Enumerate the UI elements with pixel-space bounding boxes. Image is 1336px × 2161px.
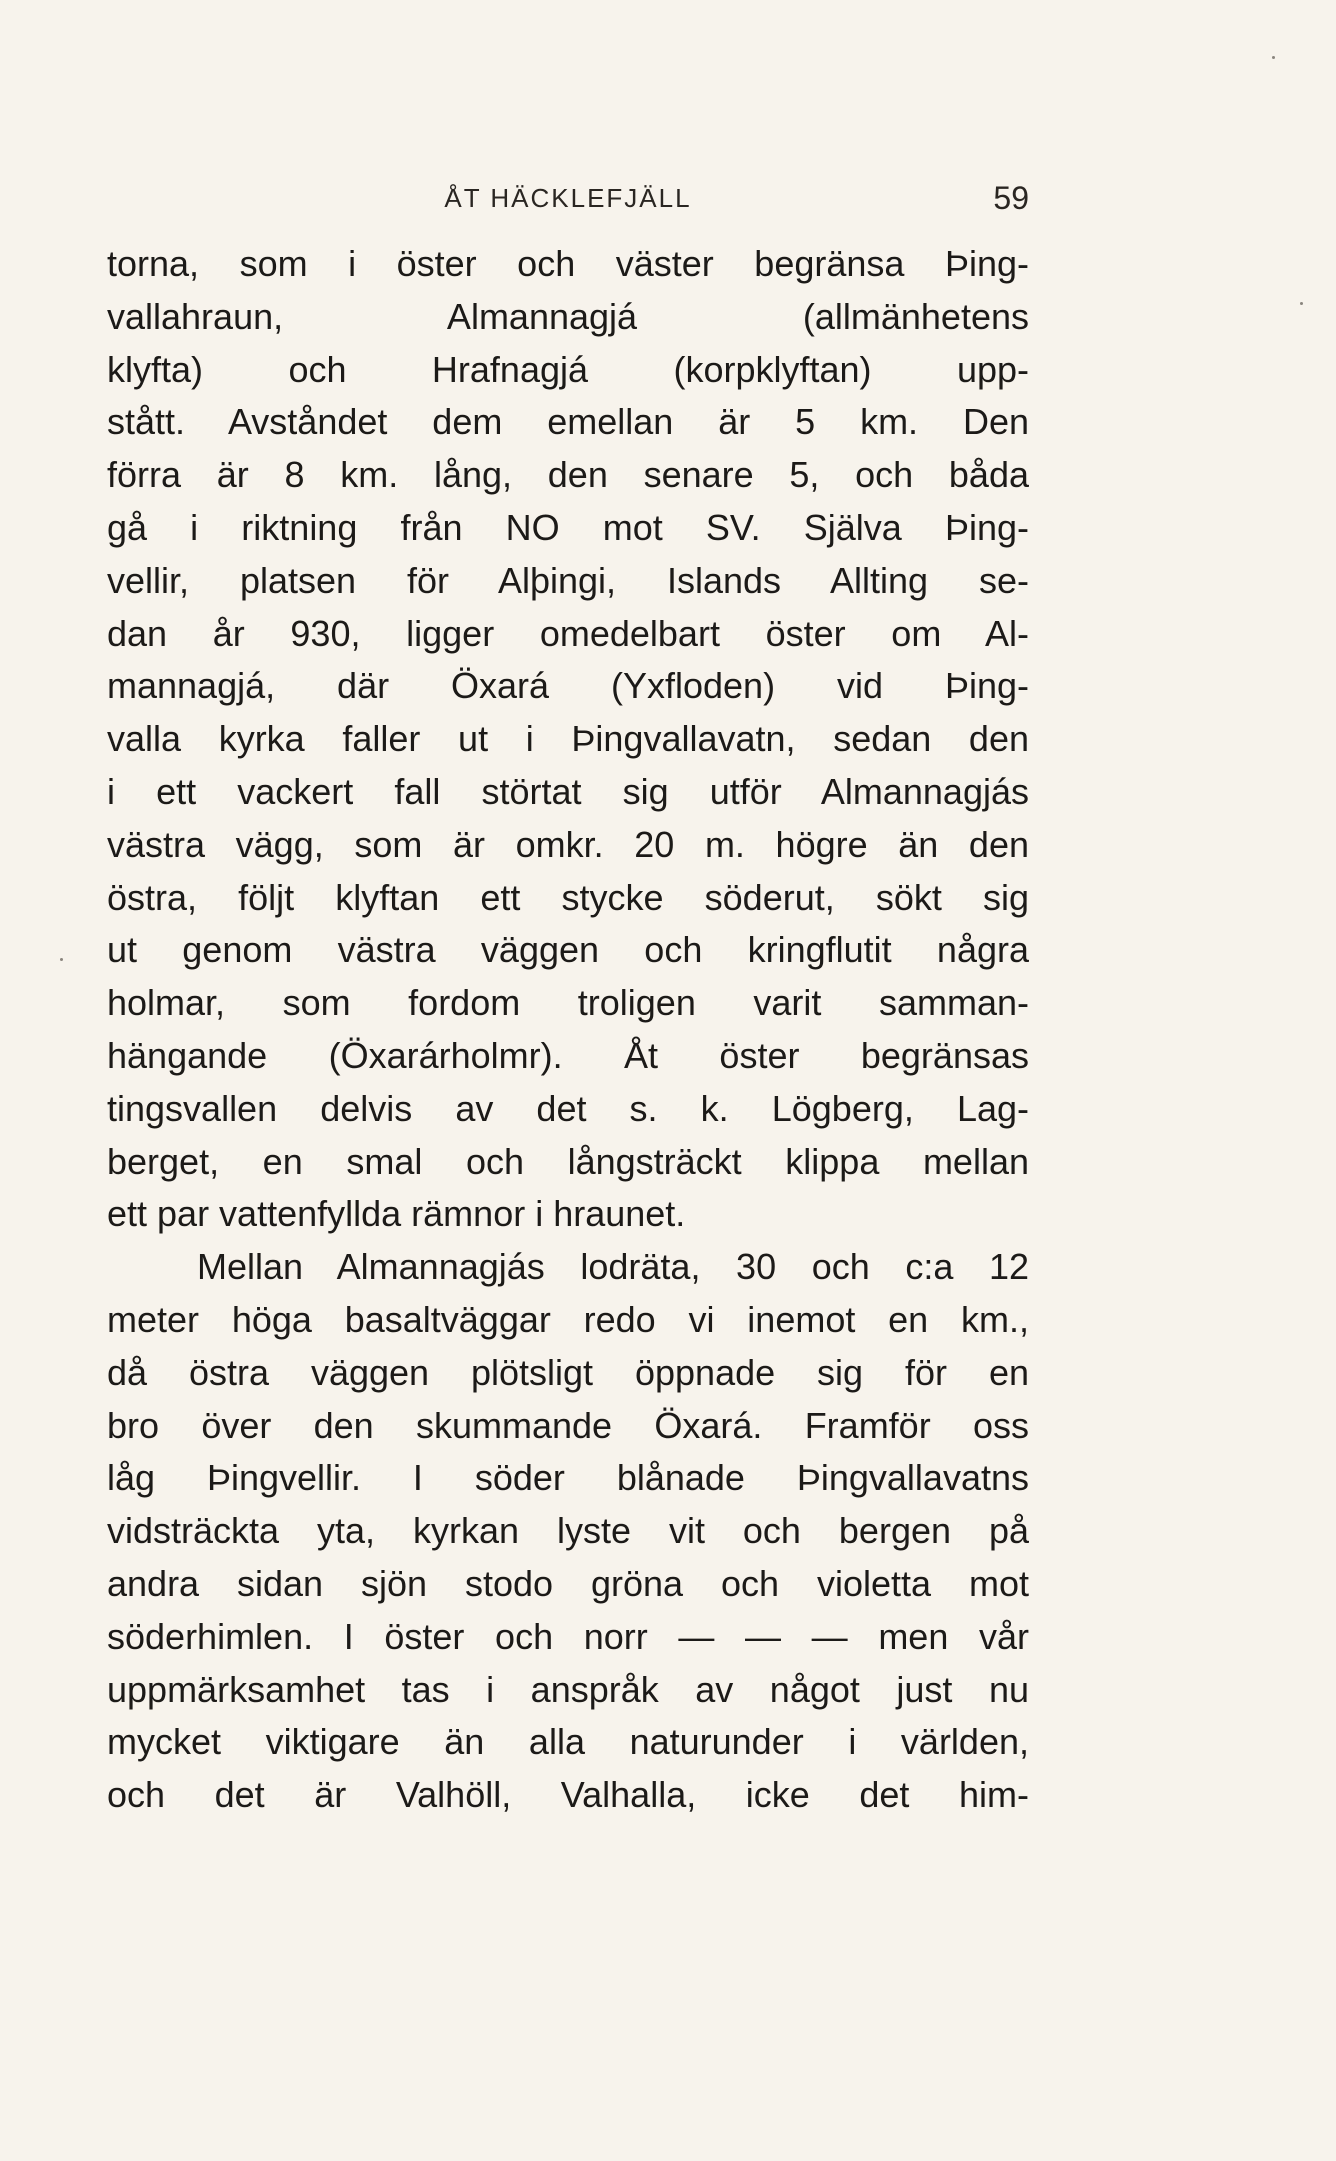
text-line: låg Þingvellir. I söder blånade Þingvallavatns (107, 1457, 1029, 1499)
text-line: berget, en smal och långsträckt klippa mellan (107, 1140, 1029, 1182)
page-number: 59 (993, 180, 1029, 216)
text-line: ut genom västra väggen och kringflutit några (107, 929, 1029, 971)
text-line: vidsträckta yta, kyrkan lyste vit och bergen på (107, 1510, 1029, 1552)
text-line: andra sidan sjön stodo gröna och violetta mot (107, 1562, 1029, 1604)
scan-speck (1300, 302, 1303, 305)
text-line: västra vägg, som är omkr. 20 m. högre än den (107, 823, 1029, 865)
text-line: Mellan Almannagjás lodräta, 30 och c:a 12 (197, 1246, 1029, 1288)
text-line: förra är 8 km. lång, den senare 5, och båda (107, 454, 1029, 496)
text-line: östra, följt klyftan ett stycke söderut, sökt sig (107, 876, 1029, 918)
text-line: då östra väggen plötsligt öppnade sig för en (107, 1351, 1029, 1393)
text-line: ett par vattenfyllda rämnor i hraunet. (107, 1193, 686, 1235)
text-line: tingsvallen delvis av det s. k. Lögberg, Lag- (107, 1087, 1029, 1129)
text-line: stått. Avståndet dem emellan är 5 km. Den (107, 401, 1029, 443)
text-line: mycket viktigare än alla naturunder i världen, (107, 1721, 1029, 1763)
text-line: bro över den skummande Öxará. Framför oss (107, 1404, 1029, 1446)
text-line: hängande (Öxarárholmr). Åt öster begränsas (107, 1034, 1029, 1076)
scan-speck (60, 958, 63, 961)
text-line: vallahraun, Almannagjá (allmänhetens (107, 295, 1029, 337)
text-line: mannagjá, där Öxará (Yxfloden) vid Þing- (107, 665, 1029, 707)
running-title: ÅT HÄCKLEFJÄLL (444, 183, 692, 213)
body-text (107, 238, 1029, 1822)
scan-speck (1272, 56, 1275, 59)
text-line: gå i riktning från NO mot SV. Själva Þing- (107, 506, 1029, 548)
text-line: torna, som i öster och väster begränsa Þing- (107, 243, 1029, 284)
text-line: klyfta) och Hrafnagjá (korpklyftan) upp- (107, 348, 1029, 390)
text-line: valla kyrka faller ut i Þingvallavatn, sedan den (107, 718, 1029, 760)
running-head (107, 178, 1029, 218)
text-line: vellir, platsen för Alþingi, Islands Allting se- (107, 559, 1029, 601)
text-line: holmar, som fordom troligen varit samman- (107, 982, 1029, 1024)
text-line: och det är Valhöll, Valhalla, icke det him- (107, 1774, 1029, 1816)
text-line: i ett vackert fall störtat sig utför Almannagjás (107, 770, 1029, 812)
text-line: uppmärksamhet tas i anspråk av något just nu (107, 1668, 1029, 1710)
text-line: meter höga basaltväggar redo vi inemot en km., (107, 1298, 1029, 1340)
text-line: dan år 930, ligger omedelbart öster om Al- (107, 612, 1029, 654)
text-line: söderhimlen. I öster och norr — — — men vår (107, 1615, 1029, 1657)
